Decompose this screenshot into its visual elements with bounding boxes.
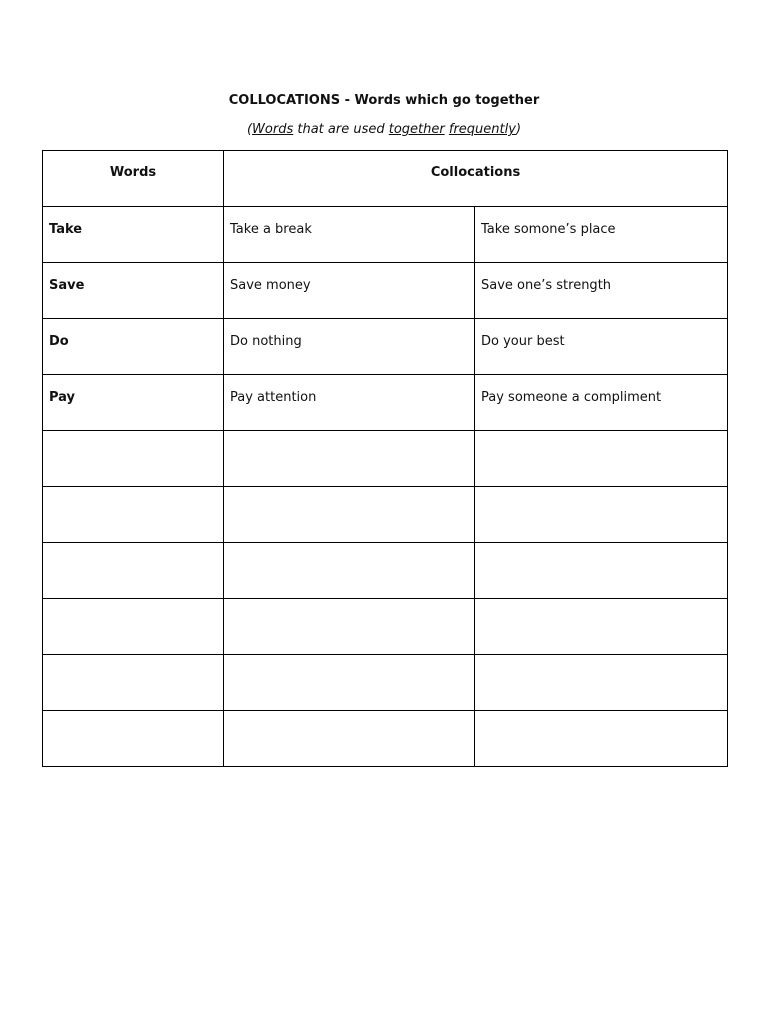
collocation-cell <box>475 599 728 655</box>
collocation-cell: Pay attention <box>224 375 475 431</box>
collocation-cell: Do your best <box>475 319 728 375</box>
document-title: COLLOCATIONS - Words which go together <box>228 93 540 108</box>
subtitle-word-frequently: frequently <box>448 122 516 137</box>
collocation-cell <box>475 543 728 599</box>
table-row <box>43 599 728 655</box>
collocation-cell <box>475 655 728 711</box>
word-cell: Pay <box>43 375 224 431</box>
table-row <box>43 263 728 319</box>
subtitle-middle-text: that are used <box>293 122 389 137</box>
word-cell <box>43 431 224 487</box>
subtitle-open-paren: ( <box>246 122 253 137</box>
collocation-cell: Save one’s strength <box>475 263 728 319</box>
word-cell <box>43 711 224 767</box>
collocation-cell <box>475 487 728 543</box>
table-header-row <box>43 151 728 207</box>
collocation-cell: Take a break <box>224 207 475 263</box>
header-words: Words <box>43 151 224 207</box>
collocation-cell <box>224 655 475 711</box>
collocation-cell <box>475 431 728 487</box>
table-row <box>43 375 728 431</box>
collocation-cell <box>475 711 728 767</box>
collocation-cell: Save money <box>224 263 475 319</box>
word-cell <box>43 599 224 655</box>
collocation-cell: Do nothing <box>224 319 475 375</box>
collocation-cell <box>224 711 475 767</box>
table-row <box>43 207 728 263</box>
document-subtitle <box>0 121 768 139</box>
table-row <box>43 711 728 767</box>
collocations-table <box>42 150 728 767</box>
subtitle-word-words: Words <box>252 122 294 137</box>
collocation-cell: Pay someone a compliment <box>475 375 728 431</box>
collocation-cell <box>224 487 475 543</box>
subtitle-word-together: together <box>388 122 445 137</box>
table-row <box>43 655 728 711</box>
word-cell <box>43 543 224 599</box>
word-cell <box>43 655 224 711</box>
subtitle-close-paren: ) <box>515 122 522 137</box>
word-cell: Do <box>43 319 224 375</box>
table-row <box>43 487 728 543</box>
word-cell <box>43 487 224 543</box>
word-cell: Take <box>43 207 224 263</box>
collocation-cell <box>224 543 475 599</box>
table-row <box>43 431 728 487</box>
table-row <box>43 319 728 375</box>
table-row <box>43 543 728 599</box>
header-collocations: Collocations <box>224 151 728 207</box>
collocation-cell <box>224 599 475 655</box>
word-cell: Save <box>43 263 224 319</box>
collocation-cell <box>224 431 475 487</box>
collocation-cell: Take somone’s place <box>475 207 728 263</box>
